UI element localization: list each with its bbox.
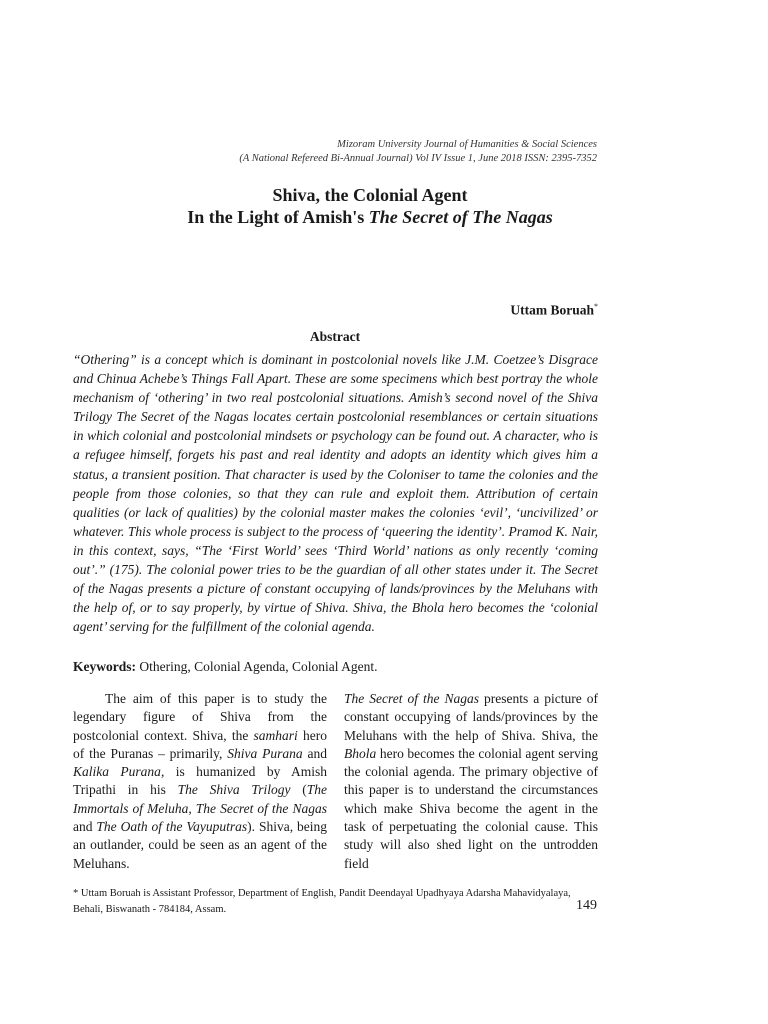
body-text: and: [302, 745, 327, 761]
body-text: hero of the Puranas – primarily,: [73, 727, 327, 761]
journal-details: (A National Refereed Bi-Annual Journal) Vol IV Issue 1, June 2018 ISSN: 2395-7352: [239, 153, 597, 164]
body-italic: Shiva Purana: [227, 745, 303, 761]
body-text: and: [73, 819, 97, 835]
body-italic: Kalika Purana: [73, 764, 161, 780]
title-prefix: In the Light of Amish's: [187, 207, 369, 227]
body-italic: Bhola: [344, 745, 377, 761]
body-text: presents a picture of constant occupying of lands/provinces by the Meluhans with the help of Shiva. Shiva, the: [344, 691, 598, 743]
footnote: * Uttam Boruah is Assistant Professor, Department of English, Pandit Deendayal Upadhyaya Adarsha Mahavidyalaya, Behali, Biswanath - 784184, Assam.: [73, 888, 571, 915]
title-line-1: Shiva, the Colonial Agent: [272, 185, 468, 205]
title-line-2: [100, 206, 640, 228]
body-italic: samhari: [253, 727, 298, 743]
body-text: The aim of this paper is to study the legendary figure of Shiva from the postcolonial context. Shiva, the: [73, 691, 327, 743]
body-column-right: [344, 690, 598, 873]
body-italic: The Secret of the Nagas: [344, 691, 480, 706]
journal-name: Mizoram University Journal of Humanities & Social Sciences: [337, 139, 597, 150]
author-name: [510, 302, 598, 319]
paper-title: [100, 184, 640, 228]
keywords-value: Othering, Colonial Agenda, Colonial Agent.: [136, 659, 378, 674]
author-footnote-mark: *: [594, 302, 598, 311]
abstract-text: “Othering” is a concept which is dominant in postcolonial novels like J.M. Coetzee’s Disgrace and Chinua Achebe’s Things Fall Apart. These are some specimens which best portray the whole mechanism of ‘othering’ in two real postcolonial situations. Amish’s second novel of the Shiva Trilogy The Secret of the Nagas locates certain postcolonial resemblances or certain situations in which colonial and postcolonial mindsets or psychology can be found out. A character, who is a refugee himself, forgets his past and real identity and adopts an identity which gives him a status, a transient position. That character is used by the Coloniser to tame the colonies and the people from those colonies, so that they can rule and exploit them. Attribution of certain qualities (or lack of qualities) by the colonial master makes the colonies ‘evil’, ‘uncivilized’ or whatever. This whole process is subject to the process of ‘queering the identity’. Pramod K. Nair, in this context, says, “The ‘First World’ sees ‘Third World’ nations as only recently ‘coming out’.” (175). The colonial power tries to be the guardian of all other states under it. The Secret of the Nagas presents a picture of constant occupying of lands/provinces by the Meluhans with the help of, or to say properly, by virtue of Shiva. Shiva, the Bhola hero becomes the ‘colonial agent’ serving for the fulfillment of the colonial agenda.: [73, 352, 598, 635]
body-italic: The Oath of the Vayuputras: [96, 819, 248, 835]
body-text: (: [290, 782, 307, 798]
body-text: hero becomes the colonial agent serving the colonial agenda. The primary objective of this paper is to understand the circumstances which make Shiva become the agent in the task of perpetuating the colonial cause. This study will also shed light on the untrodden field: [344, 745, 598, 871]
keywords-label: Keywords:: [73, 659, 136, 674]
body-text: , is humanized by Amish Tripathi in his: [73, 764, 328, 798]
author-label: Uttam Boruah: [510, 302, 594, 318]
title-book: The Secret of The Nagas: [368, 207, 553, 227]
keywords: [73, 659, 377, 675]
page-number: 149: [576, 898, 597, 913]
body-italic: The Immortals of Meluha, The Secret of the Nagas: [73, 782, 327, 816]
body-text: ). Shiva, being an outlander, could be seen as an agent of the Meluhans.: [73, 819, 327, 871]
body-column-left: [73, 690, 327, 873]
body-italic: The Shiva Trilogy: [177, 782, 291, 798]
abstract-heading: Abstract: [309, 329, 361, 344]
journal-header: [239, 138, 597, 166]
